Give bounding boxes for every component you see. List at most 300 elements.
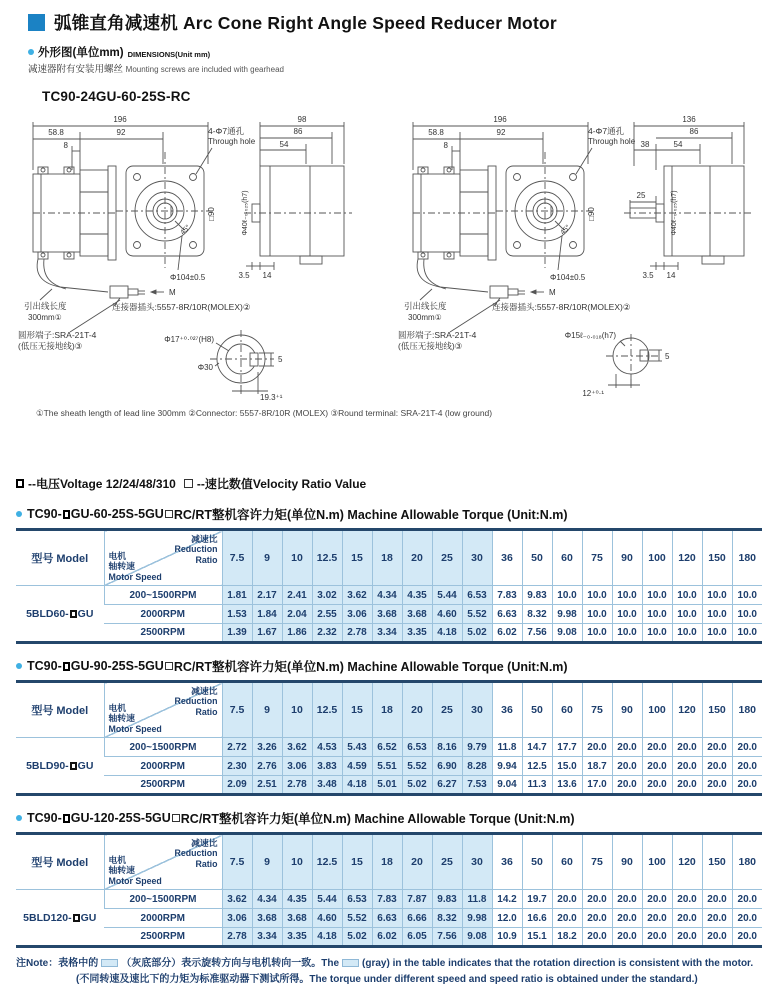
torque-cell: 10.0 — [702, 624, 732, 643]
torque-cell: 20.0 — [612, 928, 642, 947]
torque-cell: 3.68 — [372, 605, 402, 624]
speed-cell: 2500RPM — [104, 624, 222, 643]
torque-cell: 20.0 — [672, 890, 702, 909]
torque-cell: 1.81 — [222, 586, 252, 605]
torque-cell: 5.02 — [402, 776, 432, 795]
torque-cell: 6.02 — [372, 928, 402, 947]
torque-cell: 10.0 — [582, 586, 612, 605]
model-cell: 5BLD90- GU — [16, 738, 104, 795]
screws-note-zh: 减速器附有安装用螺丝 — [28, 64, 123, 75]
torque-cell: 9.79 — [462, 738, 492, 757]
ratio-box-icon — [165, 510, 173, 518]
ratio-col-header: 90 — [612, 834, 642, 890]
torque-cell: 7.83 — [372, 890, 402, 909]
torque-cell: 20.0 — [732, 909, 762, 928]
lead-length-value: 300mm① — [28, 313, 62, 322]
section-title-text: TC90- — [27, 659, 62, 673]
torque-cell: 20.0 — [612, 890, 642, 909]
dim-label: M — [549, 288, 556, 297]
model-column-header: 型号 Model — [16, 682, 104, 738]
torque-cell: 18.7 — [582, 757, 612, 776]
torque-cell: 20.0 — [612, 757, 642, 776]
torque-cell: 5.01 — [372, 776, 402, 795]
torque-cell: 20.0 — [672, 928, 702, 947]
torque-cell: 10.0 — [642, 624, 672, 643]
torque-cell: 20.0 — [732, 776, 762, 795]
torque-cell: 6.90 — [432, 757, 462, 776]
dim-label: 92 — [117, 128, 126, 137]
ratio-col-header: 7.5 — [222, 682, 252, 738]
torque-cell: 8.32 — [432, 909, 462, 928]
ratio-col-header: 10 — [282, 682, 312, 738]
dim-label: Φ30 — [198, 363, 214, 372]
torque-cell: 20.0 — [582, 890, 612, 909]
dim-label: 86 — [690, 127, 699, 136]
dim-label: Φ104±0.5 — [550, 273, 586, 282]
torque-cell: 2.72 — [222, 738, 252, 757]
torque-cell: 3.68 — [282, 909, 312, 928]
torque-cell: 20.0 — [672, 757, 702, 776]
torque-cell: 2.17 — [252, 586, 282, 605]
torque-cell: 20.0 — [702, 909, 732, 928]
section-title-text: RC/RT整机容许力矩(单位N.m) Machine Allowable Torque (Unit:N.m) — [174, 657, 568, 675]
bullet-icon — [16, 663, 22, 669]
reduction-ratio-label: 减速比 Reduction Ratio — [174, 838, 217, 869]
page-title: 弧锥直角减速机 Arc Cone Right Angle Speed Reducer Motor — [54, 10, 557, 35]
title-square-icon — [28, 14, 45, 31]
torque-cell: 5.02 — [342, 928, 372, 947]
speed-cell: 2000RPM — [104, 605, 222, 624]
torque-cell: 20.0 — [612, 738, 642, 757]
torque-cell: 2.78 — [222, 928, 252, 947]
torque-cell: 20.0 — [552, 890, 582, 909]
ratio-box-icon — [184, 479, 193, 488]
dim-label: 196 — [113, 115, 127, 124]
torque-cell: 2.78 — [342, 624, 372, 643]
terminal-label: 圆形端子:SRA-21T-4 — [398, 330, 477, 340]
bullet-icon — [16, 815, 22, 821]
torque-cell: 14.7 — [522, 738, 552, 757]
dim-label: 196 — [493, 115, 507, 124]
torque-cell: 4.60 — [312, 909, 342, 928]
ratio-col-header: 180 — [732, 530, 762, 586]
voltage-box-icon — [63, 814, 70, 823]
ratio-col-header: 180 — [732, 834, 762, 890]
hole-label-en: Through hole — [208, 137, 256, 146]
hole-label-zh: 4-Φ7通孔 — [588, 126, 625, 136]
torque-cell: 19.7 — [522, 890, 552, 909]
dimensions-subtitle — [28, 44, 780, 60]
torque-cell: 20.0 — [612, 776, 642, 795]
torque-cell: 6.66 — [402, 909, 432, 928]
voltage-box-icon — [16, 479, 24, 488]
torque-cell: 10.0 — [642, 605, 672, 624]
speed-cell: 2000RPM — [104, 757, 222, 776]
torque-table-90 — [16, 680, 762, 796]
dim-label: Φ15ℓ₋₀.₀₁₈(h7) — [565, 331, 617, 340]
torque-cell: 7.56 — [432, 928, 462, 947]
section-title-text: TC90- — [27, 811, 62, 825]
torque-cell: 10.9 — [492, 928, 522, 947]
torque-cell: 13.6 — [552, 776, 582, 795]
voltage-box-icon — [73, 914, 80, 922]
torque-cell: 11.8 — [492, 738, 522, 757]
dim-label: 8 — [444, 141, 449, 150]
dim-label: 54 — [674, 140, 683, 149]
ratio-col-header: 36 — [492, 834, 522, 890]
ratio-col-header: 30 — [462, 530, 492, 586]
dim-label: Φ40ℓ₋₀.₀₂₅(h7) — [242, 190, 249, 235]
table-row — [16, 890, 762, 909]
torque-cell: 3.34 — [252, 928, 282, 947]
torque-cell: 10.0 — [642, 586, 672, 605]
torque-cell: 10.0 — [612, 624, 642, 643]
voltage-box-icon — [70, 610, 77, 618]
dim-label: 136 — [682, 115, 696, 124]
speed-cell: 200~1500RPM — [104, 586, 222, 605]
torque-cell: 10.0 — [672, 586, 702, 605]
torque-cell: 5.52 — [462, 605, 492, 624]
connector-label: 连接器插头:5557-8R/10R(MOLEX)② — [492, 302, 630, 312]
torque-cell: 20.0 — [732, 890, 762, 909]
ratio-col-header: 90 — [612, 682, 642, 738]
torque-cell: 20.0 — [582, 928, 612, 947]
ratio-col-header: 120 — [672, 682, 702, 738]
torque-cell: 20.0 — [672, 909, 702, 928]
ratio-col-header: 18 — [372, 530, 402, 586]
voltage-box-icon — [63, 510, 70, 519]
torque-cell: 3.26 — [252, 738, 282, 757]
dim-label: 14 — [263, 271, 272, 280]
table-row — [16, 928, 762, 947]
dim-label: M — [169, 288, 176, 297]
torque-cell: 20.0 — [702, 738, 732, 757]
model-column-header: 型号 Model — [16, 530, 104, 586]
lead-length-value: 300mm① — [408, 313, 442, 322]
torque-cell: 6.52 — [372, 738, 402, 757]
ratio-col-header: 75 — [582, 834, 612, 890]
table-row — [16, 738, 762, 757]
ratio-col-header: 60 — [552, 682, 582, 738]
ratio-col-header: 9 — [252, 834, 282, 890]
dim-label: Φ104±0.5 — [170, 273, 206, 282]
footnote-text: 注Note：表格中的 — [16, 958, 98, 969]
dim-label: Φ40ℓ₋₀.₀₂₅(h7) — [671, 190, 678, 235]
section-title-3 — [16, 809, 780, 827]
torque-cell: 8.16 — [432, 738, 462, 757]
torque-cell: 9.08 — [462, 928, 492, 947]
torque-cell: 7.53 — [462, 776, 492, 795]
ratio-col-header: 7.5 — [222, 834, 252, 890]
bullet-icon — [28, 49, 34, 55]
terminal-label: 圆形端子:SRA-21T-4 — [18, 330, 97, 340]
dim-label: 58.8 — [48, 128, 64, 137]
ratio-col-header: 50 — [522, 682, 552, 738]
dim-label: 5 — [665, 352, 670, 361]
torque-cell: 3.06 — [282, 757, 312, 776]
dim-label: 45° — [179, 223, 192, 236]
torque-cell: 10.0 — [702, 605, 732, 624]
torque-cell: 7.83 — [492, 586, 522, 605]
section-title-text: GU-90-25S-5GU — [71, 659, 164, 673]
torque-cell: 2.09 — [222, 776, 252, 795]
dim-label: 38 — [641, 140, 650, 149]
torque-cell: 20.0 — [642, 738, 672, 757]
footnote-line-1 — [16, 956, 780, 972]
torque-cell: 1.39 — [222, 624, 252, 643]
torque-cell: 20.0 — [702, 928, 732, 947]
torque-cell: 3.68 — [402, 605, 432, 624]
torque-cell: 5.44 — [312, 890, 342, 909]
torque-cell: 5.52 — [342, 909, 372, 928]
torque-cell: 6.53 — [462, 586, 492, 605]
torque-cell: 3.62 — [222, 890, 252, 909]
torque-cell: 1.84 — [252, 605, 282, 624]
ratio-col-header: 25 — [432, 682, 462, 738]
torque-cell: 20.0 — [732, 928, 762, 947]
torque-cell: 2.76 — [252, 757, 282, 776]
speed-cell: 200~1500RPM — [104, 738, 222, 757]
torque-cell: 20.0 — [732, 757, 762, 776]
model-code: TC90-24GU-60-25S-RC — [42, 89, 780, 104]
gray-swatch-icon — [342, 959, 359, 967]
ratio-col-header: 20 — [402, 834, 432, 890]
torque-cell: 11.8 — [462, 890, 492, 909]
table-row — [16, 586, 762, 605]
ratio-col-header: 75 — [582, 682, 612, 738]
dim-label: 54 — [280, 140, 289, 149]
torque-cell: 6.05 — [402, 928, 432, 947]
torque-cell: 6.53 — [342, 890, 372, 909]
drawing-geometry — [33, 122, 352, 394]
dimensions-label-en: DIMENSIONS(Unit mm) — [128, 50, 211, 60]
torque-cell: 9.94 — [492, 757, 522, 776]
ratio-col-header: 15 — [342, 530, 372, 586]
torque-cell: 10.0 — [582, 624, 612, 643]
speed-cell: 2500RPM — [104, 928, 222, 947]
ratio-col-header: 9 — [252, 530, 282, 586]
ratio-col-header: 30 — [462, 834, 492, 890]
torque-cell: 3.48 — [312, 776, 342, 795]
torque-cell: 9.98 — [462, 909, 492, 928]
section-title-1 — [16, 505, 780, 523]
ratio-col-header: 100 — [642, 530, 672, 586]
footnote-text: （灰底部分）表示旋转方向与电机转向一致。The — [121, 958, 339, 969]
ratio-col-header: 120 — [672, 834, 702, 890]
dim-label: □90 — [587, 207, 596, 221]
ratio-col-header: 10 — [282, 834, 312, 890]
torque-cell: 12.5 — [522, 757, 552, 776]
dim-label: 25 — [637, 191, 646, 200]
ratio-col-header: 12.5 — [312, 834, 342, 890]
torque-cell: 20.0 — [642, 909, 672, 928]
ratio-col-header: 18 — [372, 834, 402, 890]
ratio-col-header: 20 — [402, 530, 432, 586]
ratio-col-header: 12.5 — [312, 682, 342, 738]
torque-cell: 20.0 — [582, 909, 612, 928]
torque-cell: 7.56 — [522, 624, 552, 643]
torque-cell: 4.60 — [432, 605, 462, 624]
torque-cell: 9.04 — [492, 776, 522, 795]
torque-cell: 5.44 — [432, 586, 462, 605]
ratio-col-header: 150 — [702, 834, 732, 890]
dim-label: 3.5 — [642, 271, 654, 280]
speed-cell: 2000RPM — [104, 909, 222, 928]
ratio-col-header: 10 — [282, 530, 312, 586]
torque-cell: 14.2 — [492, 890, 522, 909]
ratio-speed-header — [104, 530, 222, 586]
ratio-col-header: 50 — [522, 530, 552, 586]
drawing-geometry — [413, 122, 752, 388]
ratio-col-header: 100 — [642, 834, 672, 890]
reduction-ratio-label: 减速比 Reduction Ratio — [174, 686, 217, 717]
torque-cell: 3.35 — [282, 928, 312, 947]
torque-cell: 10.0 — [732, 605, 762, 624]
torque-cell: 2.32 — [312, 624, 342, 643]
footnote-line-2: (不同转速及速比下的力矩为标准驱动器下测试所得。The torque under different speed and speed ratio is obtained under the standard.) — [76, 972, 780, 987]
torque-cell: 6.27 — [432, 776, 462, 795]
dim-label: 12⁺⁰·¹ — [582, 389, 604, 398]
section-title-text: GU-120-25S-5GU — [71, 811, 171, 825]
torque-cell: 16.6 — [522, 909, 552, 928]
motor-speed-label: 电机 轴转速 Motor Speed — [109, 703, 162, 734]
dim-label: 92 — [497, 128, 506, 137]
ratio-speed-header — [104, 682, 222, 738]
torque-cell: 18.2 — [552, 928, 582, 947]
torque-cell: 4.35 — [402, 586, 432, 605]
ratio-col-header: 12.5 — [312, 530, 342, 586]
ratio-col-header: 60 — [552, 834, 582, 890]
torque-cell: 15.1 — [522, 928, 552, 947]
torque-cell: 5.43 — [342, 738, 372, 757]
torque-cell: 20.0 — [702, 776, 732, 795]
torque-cell: 5.51 — [372, 757, 402, 776]
ratio-col-header: 120 — [672, 530, 702, 586]
table-row — [16, 605, 762, 624]
torque-cell: 17.0 — [582, 776, 612, 795]
voltage-box-icon — [63, 662, 70, 671]
torque-cell: 4.18 — [342, 776, 372, 795]
dim-label: 86 — [294, 127, 303, 136]
torque-cell: 2.41 — [282, 586, 312, 605]
dim-label: Φ17⁺⁰·⁰²⁷(H8) — [164, 335, 214, 344]
torque-cell: 9.83 — [522, 586, 552, 605]
dim-label: 19.3⁺¹ — [260, 393, 283, 402]
terminal-label2: (低压无接地线)③ — [398, 341, 462, 351]
torque-cell: 20.0 — [612, 909, 642, 928]
speed-cell: 2500RPM — [104, 776, 222, 795]
ratio-col-header: 36 — [492, 682, 522, 738]
ratio-col-header: 30 — [462, 682, 492, 738]
torque-cell: 4.34 — [252, 890, 282, 909]
torque-cell: 5.02 — [462, 624, 492, 643]
ratio-col-header: 36 — [492, 530, 522, 586]
torque-cell: 2.78 — [282, 776, 312, 795]
torque-cell: 1.67 — [252, 624, 282, 643]
torque-cell: 4.35 — [282, 890, 312, 909]
dimensions-label-zh: 外形图(单位mm) — [38, 44, 124, 60]
torque-cell: 1.86 — [282, 624, 312, 643]
section-title-text: RC/RT整机容许力矩(单位N.m) Machine Allowable Torque (Unit:N.m) — [181, 809, 575, 827]
torque-cell: 10.0 — [732, 624, 762, 643]
ratio-col-header: 25 — [432, 530, 462, 586]
dim-label: 14 — [667, 271, 676, 280]
dim-label: 3.5 — [238, 271, 250, 280]
torque-cell: 20.0 — [642, 757, 672, 776]
section-title-2 — [16, 657, 780, 675]
torque-cell: 20.0 — [642, 776, 672, 795]
torque-cell: 15.0 — [552, 757, 582, 776]
torque-cell: 10.0 — [612, 586, 642, 605]
hole-label-zh: 4-Φ7通孔 — [208, 126, 245, 136]
ratio-col-header: 50 — [522, 834, 552, 890]
ratio-speed-header — [104, 834, 222, 890]
torque-cell: 20.0 — [732, 738, 762, 757]
torque-cell: 3.35 — [402, 624, 432, 643]
torque-cell: 20.0 — [672, 738, 702, 757]
symbol-legend — [16, 475, 780, 492]
torque-cell: 6.63 — [492, 605, 522, 624]
ratio-col-header: 150 — [702, 530, 732, 586]
ratio-box-icon — [172, 814, 180, 822]
dim-label: 45° — [559, 223, 572, 236]
torque-cell: 2.51 — [252, 776, 282, 795]
ratio-col-header: 15 — [342, 834, 372, 890]
table-row — [16, 624, 762, 643]
torque-cell: 2.55 — [312, 605, 342, 624]
torque-cell: 12.0 — [492, 909, 522, 928]
torque-cell: 5.52 — [402, 757, 432, 776]
lead-length-label: 引出线长度 — [404, 301, 447, 311]
ratio-col-header: 60 — [552, 530, 582, 586]
torque-cell: 20.0 — [702, 890, 732, 909]
torque-cell: 20.0 — [702, 757, 732, 776]
reduction-ratio-label: 减速比 Reduction Ratio — [174, 534, 217, 565]
page-header — [28, 10, 780, 35]
torque-cell: 4.34 — [372, 586, 402, 605]
torque-cell: 3.68 — [252, 909, 282, 928]
torque-cell: 10.0 — [582, 605, 612, 624]
torque-cell: 17.7 — [552, 738, 582, 757]
ratio-col-header: 75 — [582, 530, 612, 586]
gray-swatch-icon — [101, 959, 118, 967]
screws-note-en: Mounting screws are included with gearhead — [126, 65, 284, 74]
ratio-col-header: 100 — [642, 682, 672, 738]
connector-label: 连接器插头:5557-8R/10R(MOLEX)② — [112, 302, 250, 312]
torque-cell: 10.0 — [612, 605, 642, 624]
torque-cell: 20.0 — [642, 890, 672, 909]
model-cell: 5BLD60- GU — [16, 586, 104, 643]
voltage-box-icon — [70, 762, 77, 770]
torque-cell: 3.06 — [342, 605, 372, 624]
torque-cell: 4.53 — [312, 738, 342, 757]
torque-cell: 9.98 — [552, 605, 582, 624]
drawing-footnote: ①The sheath length of lead line 300mm ②Connector: 5557-8R/10R (MOLEX) ③Round terminal: SRA-21T-4 (low ground) — [36, 408, 780, 419]
torque-cell: 7.87 — [402, 890, 432, 909]
torque-cell: 20.0 — [672, 776, 702, 795]
torque-table-60 — [16, 528, 762, 644]
voltage-legend-label: --电压Voltage 12/24/48/310 — [28, 475, 176, 492]
torque-cell: 3.34 — [372, 624, 402, 643]
torque-cell: 4.59 — [342, 757, 372, 776]
torque-cell: 3.02 — [312, 586, 342, 605]
torque-cell: 4.18 — [432, 624, 462, 643]
ratio-box-icon — [165, 662, 173, 670]
torque-cell: 10.0 — [702, 586, 732, 605]
table-footnote — [16, 956, 780, 987]
table-row — [16, 909, 762, 928]
lead-length-label: 引出线长度 — [24, 301, 67, 311]
